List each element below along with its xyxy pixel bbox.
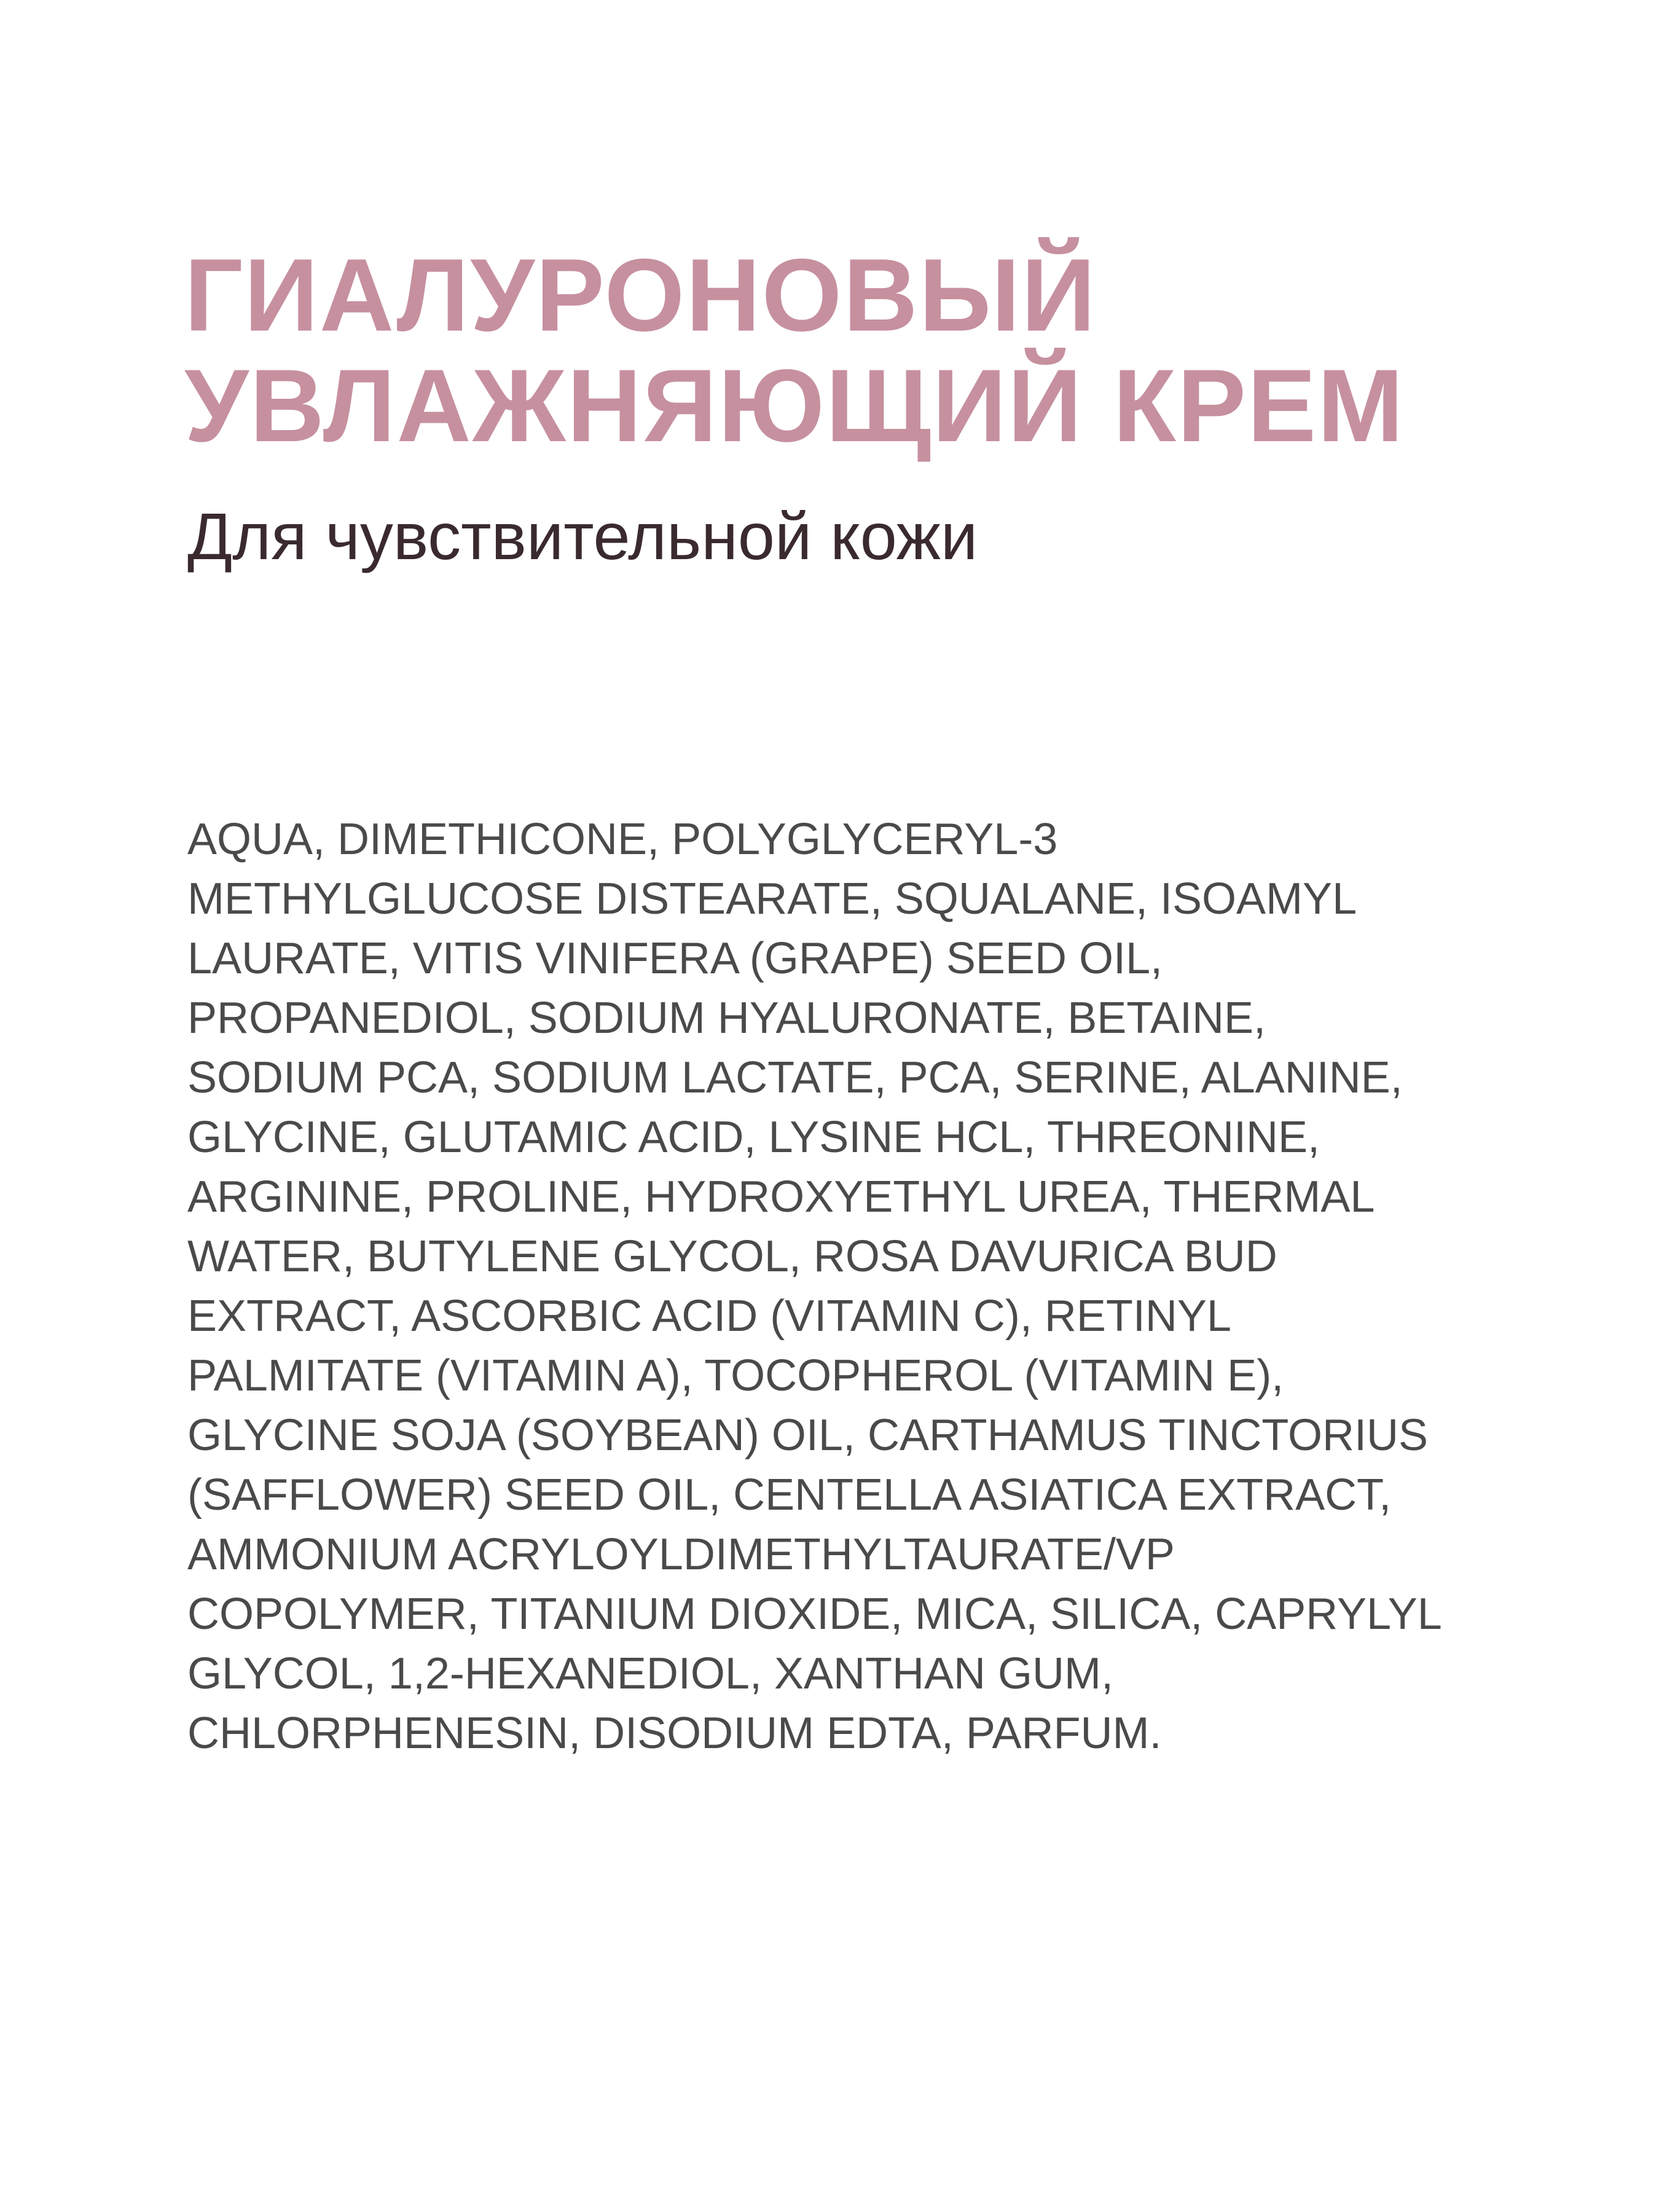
ingredients-line: GLYCINE SOJA (SOYBEAN) OIL, CARTHAMUS TINCTORIUS: [187, 1411, 1429, 1460]
product-title-line-2: УВЛАЖНЯЮЩИЙ КРЕМ: [184, 348, 1405, 463]
ingredients-line: WATER, BUTYLENE GLYCOL, ROSA DAVURICA BUD: [187, 1232, 1277, 1281]
ingredients-line: SODIUM PCA, SODIUM LACTATE, PCA, SERINE, ALANINE,: [187, 1053, 1403, 1102]
ingredients-line: GLYCOL, 1,2-HEXANEDIOL, XANTHAN GUM,: [187, 1649, 1114, 1698]
ingredients-line: AQUA, DIMETHICONE, POLYGLYCERYL-3: [187, 815, 1058, 864]
ingredients-line: GLYCINE, GLUTAMIC ACID, LYSINE HCL, THREONINE,: [187, 1113, 1320, 1162]
ingredients-line: METHYLGLUCOSE DISTEARATE, SQUALANE, ISOAMYL: [187, 874, 1357, 924]
product-title: [184, 237, 1536, 463]
ingredients-line: (SAFFLOWER) SEED OIL, CENTELLA ASIATICA EXTRACT,: [187, 1470, 1392, 1520]
ingredients-line: AMMONIUM ACRYLOYLDIMETHYLTAURATE/VP: [187, 1530, 1175, 1579]
ingredients-line: LAURATE, VITIS VINIFERA (GRAPE) SEED OIL,: [187, 934, 1163, 983]
ingredients-line: CHLORPHENESIN, DISODIUM EDTA, PARFUM.: [187, 1709, 1162, 1758]
product-subtitle: Для чувствительной кожи: [187, 499, 978, 573]
ingredients-line: PALMITATE (VITAMIN A), TOCOPHEROL (VITAMIN E),: [187, 1351, 1284, 1400]
ingredients-list: [187, 810, 1539, 1763]
ingredients-line: ARGININE, PROLINE, HYDROXYETHYL UREA, THERMAL: [187, 1172, 1375, 1222]
ingredients-line: EXTRACT, ASCORBIC ACID (VITAMIN C), RETINYL: [187, 1292, 1231, 1341]
product-title-line-1: ГИАЛУРОНОВЫЙ: [184, 237, 1097, 353]
ingredients-line: PROPANEDIOL, SODIUM HYALURONATE, BETAINE,: [187, 994, 1266, 1043]
ingredients-line: COPOLYMER, TITANIUM DIOXIDE, MICA, SILICA, CAPRYLYL: [187, 1590, 1442, 1639]
